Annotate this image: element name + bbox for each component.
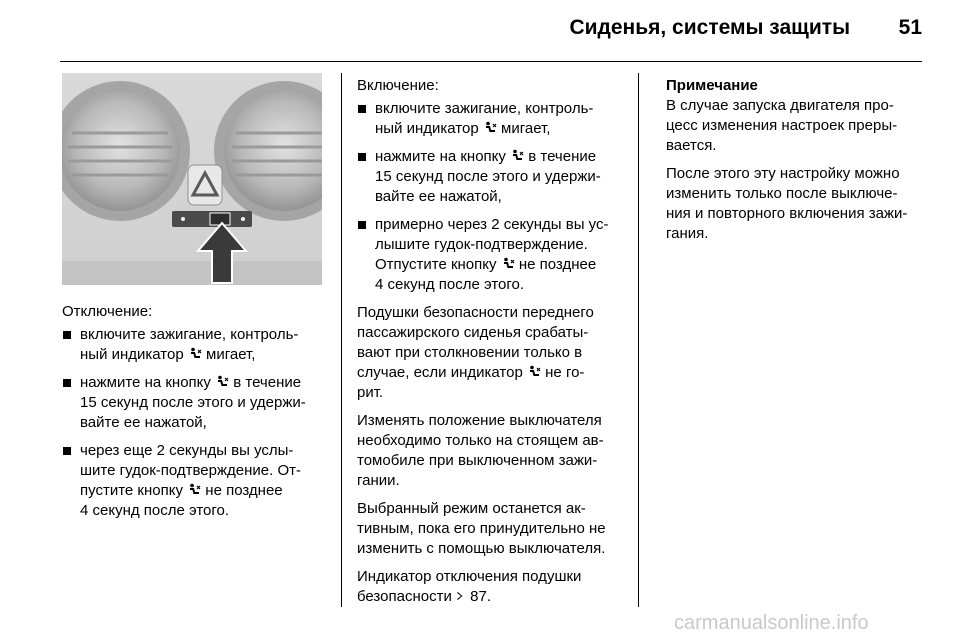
- column-divider-2: [638, 73, 639, 607]
- text-line: в течение: [229, 374, 302, 391]
- note-title: Примечание: [666, 77, 758, 94]
- text-line: вайте ее нажатой,: [375, 188, 502, 205]
- column-1: [62, 302, 330, 529]
- list-item: [62, 373, 330, 433]
- column-divider-1: [341, 73, 342, 607]
- text-line: мигает,: [201, 346, 256, 363]
- airbag-off-icon: [510, 149, 524, 163]
- page-number: 51: [898, 16, 922, 39]
- paragraph: Подушки безопасности переднего пассажирского сиденья срабаты- вают при столкновении только в случае, если индикатор не го- рит.: [357, 304, 594, 401]
- text-line: включите зажигание, контроль-: [375, 100, 594, 117]
- airbag-off-icon: [483, 121, 497, 135]
- column-3: [666, 76, 928, 252]
- text-line: вайте ее нажатой,: [80, 414, 207, 431]
- text-line: 15 секунд после этого и удержи-: [80, 394, 306, 411]
- paragraph: Изменять положение выключателя необходимо только на стоящем ав- томобиле при выключенном зажи- гании.: [357, 412, 604, 489]
- list-item: [62, 325, 330, 365]
- text-line: не позднее: [201, 482, 283, 499]
- page-reference-link[interactable]: 87.: [456, 588, 491, 605]
- dashboard-photo: [62, 73, 322, 285]
- arrow-ref-icon: [456, 589, 466, 603]
- steps-list-on: [357, 99, 633, 295]
- text-line: не позднее: [514, 256, 597, 273]
- text-line: 15 секунд после этого и удержи-: [375, 168, 601, 185]
- airbag-off-icon: [527, 365, 541, 379]
- text-line: пустите кнопку: [80, 482, 188, 499]
- steps-list-off: [62, 325, 330, 521]
- airbag-off-icon: [188, 347, 202, 361]
- paragraph: Выбранный режим останется ак- тивным, пока его принудительно не изменить с помощью выключателя.: [357, 500, 606, 557]
- text-line: примерно через 2 секунды вы ус-: [375, 216, 609, 233]
- text-line: шите гудок-подтверждение. От-: [80, 462, 301, 479]
- paragraph: После этого эту настройку можно изменить только после выключе- ния и повторного включения зажи- гания.: [666, 165, 908, 242]
- paragraph: Индикатор отключения подушки безопасности 87.: [357, 568, 582, 605]
- list-item: [357, 147, 633, 207]
- text-line: Отпустите кнопку: [375, 256, 501, 273]
- text-line: через еще 2 секунды вы услы-: [80, 442, 294, 459]
- text-line: 4 секунд после этого.: [375, 276, 525, 293]
- paragraph: В случае запуска двигателя про- цесс изменения настроек преры- вается.: [666, 97, 898, 154]
- section-label-off: Отключение:: [62, 303, 153, 320]
- text-line: в течение: [524, 148, 597, 165]
- list-item: [357, 215, 633, 295]
- text-line: мигает,: [496, 120, 551, 137]
- watermark: carmanualsonline.info: [674, 612, 869, 634]
- page-header-title: Сиденья, системы защиты: [569, 16, 850, 39]
- text-line: ный индикатор: [80, 346, 188, 363]
- list-item: [62, 441, 330, 521]
- text-line: 4 секунд после этого.: [80, 502, 230, 519]
- text-line: ный индикатор: [375, 120, 483, 137]
- airbag-off-icon: [215, 375, 229, 389]
- header-divider: [60, 61, 922, 62]
- text-line: лышите гудок-подтверждение.: [375, 236, 588, 253]
- list-item: [357, 99, 633, 139]
- text-line: нажмите на кнопку: [375, 148, 511, 165]
- text-line: включите зажигание, контроль-: [80, 326, 299, 343]
- text-line: нажмите на кнопку: [80, 374, 216, 391]
- airbag-off-icon: [501, 257, 515, 271]
- airbag-off-icon: [187, 483, 201, 497]
- column-2: [357, 76, 633, 615]
- section-label-on: Включение:: [357, 77, 439, 94]
